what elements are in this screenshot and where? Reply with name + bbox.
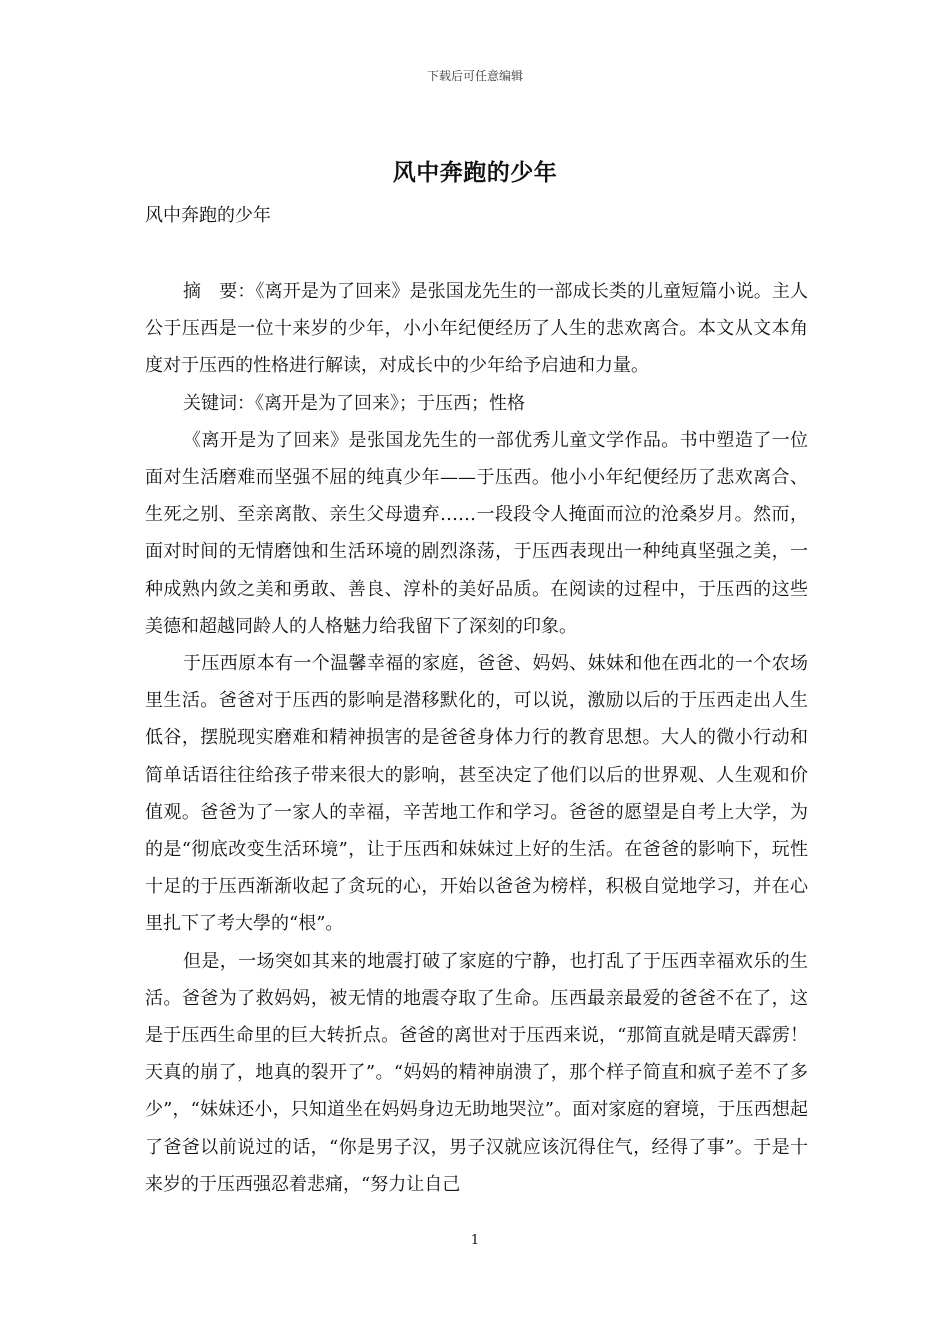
keywords-paragraph: 关键词：《离开是为了回来》；于压西；性格 — [183, 392, 525, 414]
abstract-paragraph: 摘 要：《离开是为了回来》是张国龙先生的一部成长类的儿童短篇小说。主人公于压西是一位十来岁的少年，小小年纪便经历了人生的悲欢离合。本文从文本角度对于压西的性格进行解读，对成长中的少年给予启迪和力量。 — [145, 281, 808, 377]
page-number: 1 — [470, 1233, 480, 1248]
page-title: 风中奔跑的少年 — [392, 160, 558, 186]
body-paragraph: 《离开是为了回来》是张国龙先生的一部优秀儿童文学作品。书中塑造了一位面对生活磨难而坚强不屈的纯真少年——于压西。他小小年纪便经历了悲欢离合、生死之别、至亲离散、亲生父母遗弃……一段段令人掩面而泣的沧桑岁月。然而，面对时间的无情磨蚀和生活环境的剧烈涤荡，于压西表现出一种纯真坚强之美，一种成熟内敛之美和勇敢、善良、淳朴的美好品质。在阅读的过程中，于压西的这些美德和超越同龄人的人格魅力给我留下了深刻的印象。 — [145, 429, 808, 637]
page-header: 下载后可任意编辑 — [426, 69, 523, 83]
document-body — [145, 273, 808, 1203]
document-subtitle: 风中奔跑的少年 — [145, 205, 271, 226]
body-paragraph: 于压西原本有一个温馨幸福的家庭，爸爸、妈妈、妹妹和他在西北的一个农场里生活。爸爸对于压西的影响是潜移默化的，可以说，激励以后的于压西走出人生低谷，摆脱现实磨难和精神损害的是爸爸身体力行的教育思想。大人的微小行动和简单话语往往给孩子带来很大的影响，甚至决定了他们以后的世界观、人生观和价值观。爸爸为了一家人的幸福，辛苦地工作和学习。爸爸的愿望是自考上大学，为的是“彻底改变生活环境”，让于压西和妹妹过上好的生活。在爸爸的影响下，玩性十足的于压西渐渐收起了贪玩的心，开始以爸爸为榜样，积极自觉地学习，并在心里扎下了考大學的“根”。 — [145, 653, 808, 935]
body-paragraph: 但是，一场突如其来的地震打破了家庭的宁静，也打乱了于压西幸福欢乐的生活。爸爸为了救妈妈，被无情的地震夺取了生命。压西最亲最爱的爸爸不在了，这是于压西生命里的巨大转折点。爸爸的离世对于压西来说，“那简直就是晴天霹雳！天真的崩了，地真的裂开了”。“妈妈的精神崩溃了，那个样子简直和疯子差不了多少”，“妹妹还小，只知道坐在妈妈身边无助地哭泣”。面对家庭的窘境，于压西想起了爸爸以前说过的话，“你是男子汉，男子汉就应该沉得住气，经得了事”。于是十来岁的于压西强忍着悲痛，“努力让自己 — [145, 950, 808, 1195]
